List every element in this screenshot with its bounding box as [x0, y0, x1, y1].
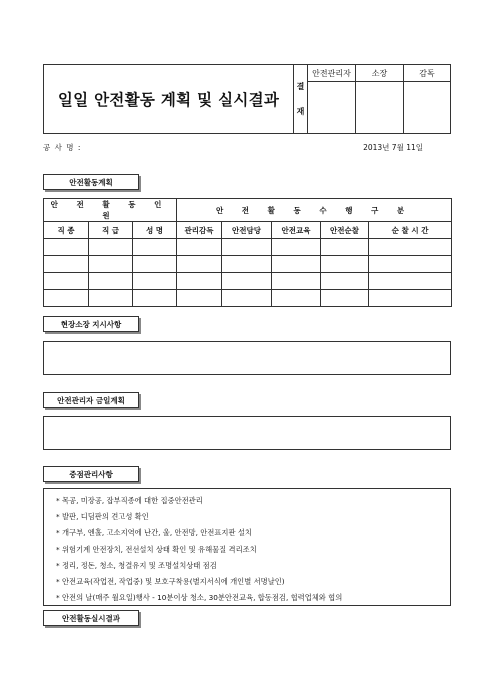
table-cell[interactable]	[369, 239, 452, 256]
approval-char-2: 재	[296, 107, 305, 116]
table-cell[interactable]	[177, 256, 222, 273]
col-header-safety-education: 안전교육	[272, 222, 321, 239]
section-title-manager-plan: 안전관리자 금일계획	[43, 392, 139, 408]
table-row	[44, 239, 452, 256]
table-cell[interactable]	[133, 239, 177, 256]
table-cell[interactable]	[44, 273, 89, 290]
table-cell[interactable]	[321, 273, 369, 290]
table-cell[interactable]	[44, 290, 89, 307]
approval-label	[294, 65, 308, 133]
group-header-personnel: 안 전 활 동 인 원	[44, 199, 177, 222]
approval-label-supervisor: 감독	[404, 65, 450, 82]
approval-char-1: 결	[296, 82, 305, 91]
approval-column-supervisor	[404, 65, 450, 133]
table-cell[interactable]	[133, 290, 177, 307]
col-header-safety-patrol: 안전순찰	[321, 222, 369, 239]
table-cell[interactable]	[44, 256, 89, 273]
col-header-patrol-time: 순 찰 시 간	[369, 222, 452, 239]
table-row	[44, 290, 452, 307]
list-item: * 안전의 날(매주 월요일)행사 - 10분이상 청소, 30분안전교육, 합동점검, 협력업체와 협의	[56, 593, 343, 603]
table-cell[interactable]	[89, 239, 133, 256]
section-title-plan: 안전활동계획	[43, 174, 139, 190]
approval-label-safety-manager: 안전관리자	[308, 65, 355, 82]
site-name-label: 공 사 명 :	[43, 143, 82, 152]
table-cell[interactable]	[222, 273, 272, 290]
table-cell[interactable]	[89, 256, 133, 273]
document-date: 2013년 7월 11일	[363, 143, 423, 152]
table-cell[interactable]	[321, 256, 369, 273]
focus-items-list	[43, 488, 451, 606]
table-cell[interactable]	[369, 256, 452, 273]
table-cell[interactable]	[89, 273, 133, 290]
table-cell[interactable]	[222, 239, 272, 256]
group-header-activity: 안 전 활 동 수 행 구 분	[177, 199, 452, 222]
page-title: 일일 안전활동 계획 및 실시결과	[44, 65, 294, 133]
table-cell[interactable]	[89, 290, 133, 307]
col-header-supervision: 관리감독	[177, 222, 222, 239]
col-header-name: 성 명	[133, 222, 177, 239]
safety-activity-table	[43, 198, 452, 307]
table-cell[interactable]	[272, 273, 321, 290]
table-cell[interactable]	[177, 273, 222, 290]
col-header-rank: 직 급	[89, 222, 133, 239]
table-cell[interactable]	[222, 256, 272, 273]
table-cell[interactable]	[321, 239, 369, 256]
table-cell[interactable]	[177, 239, 222, 256]
section-title-focus-items: 중점관리사항	[43, 466, 139, 482]
table-cell[interactable]	[321, 290, 369, 307]
approval-column-site-director	[356, 65, 404, 133]
table-cell[interactable]	[177, 290, 222, 307]
approval-label-site-director: 소장	[356, 65, 403, 82]
director-instructions-box[interactable]	[43, 341, 451, 375]
approval-column-safety-manager	[308, 65, 356, 133]
col-header-safety-duty: 안전담당	[222, 222, 272, 239]
manager-plan-box[interactable]	[43, 416, 451, 450]
table-row	[44, 256, 452, 273]
list-item: * 개구부, 엔홀, 고소지역에 난간, 울, 안전망, 안전표지판 설치	[56, 528, 252, 538]
table-cell[interactable]	[222, 290, 272, 307]
col-header-trade: 직 종	[44, 222, 89, 239]
table-cell[interactable]	[44, 239, 89, 256]
table-cell[interactable]	[272, 256, 321, 273]
list-item: * 발판, 디딤판의 견고성 확인	[56, 512, 149, 522]
table-cell[interactable]	[133, 273, 177, 290]
list-item: * 안전교육(작업전, 작업중) 및 보호구착용(별지서식에 개인별 서명날인)	[56, 576, 285, 586]
list-item: * 목공, 미장공, 잡부직종에 대한 집중안전관리	[56, 496, 203, 505]
table-cell[interactable]	[369, 273, 452, 290]
header-box	[43, 64, 451, 134]
table-cell[interactable]	[272, 290, 321, 307]
table-cell[interactable]	[369, 290, 452, 307]
table-row	[44, 273, 452, 290]
section-title-director-instructions: 현장소장 지시사항	[43, 316, 139, 332]
table-cell[interactable]	[133, 256, 177, 273]
section-title-result: 안전활동실시결과	[43, 610, 139, 626]
list-item: * 정리, 정돈, 청소, 청결유지 및 조명설치상태 점검	[56, 560, 217, 570]
list-item: * 위험기계 안전장치, 전선설치 상태 확인 및 유해물질 격리조치	[56, 544, 257, 554]
table-cell[interactable]	[272, 239, 321, 256]
